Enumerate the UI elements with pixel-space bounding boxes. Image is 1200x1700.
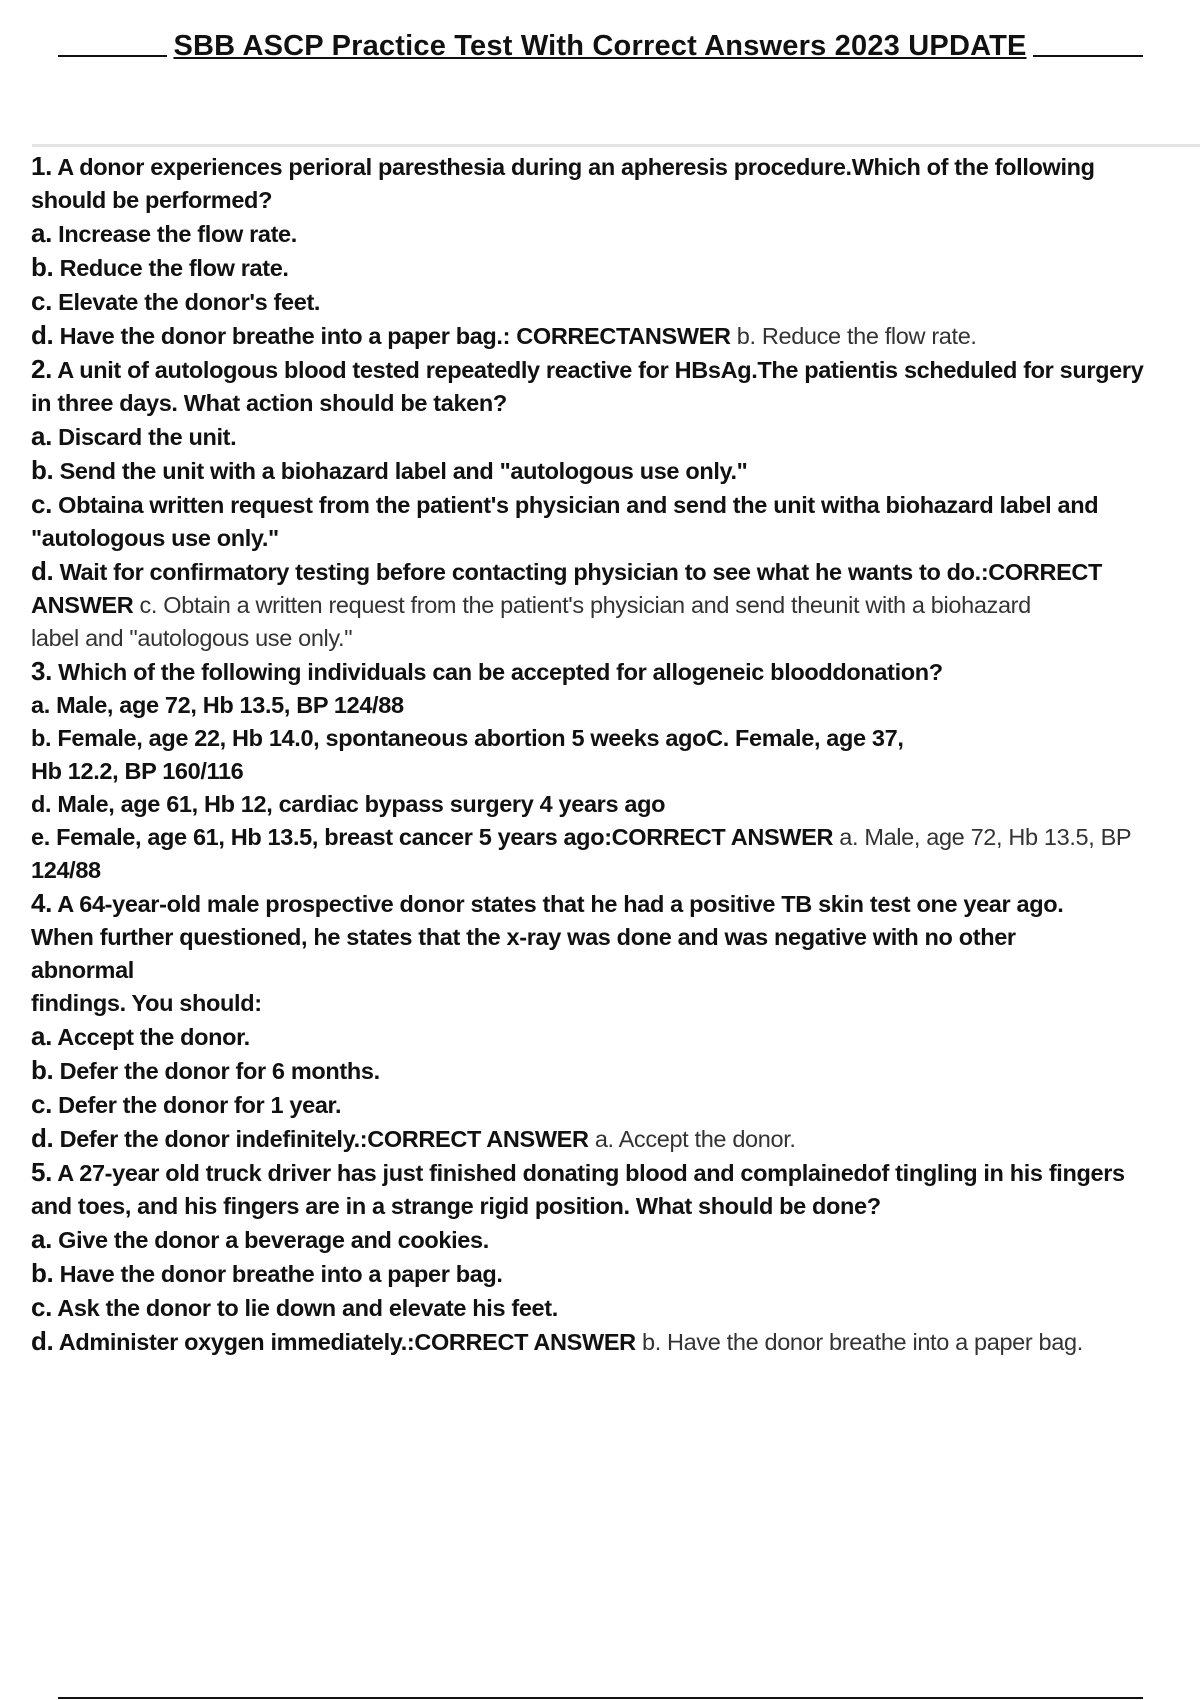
- text-line: [31, 1223, 1200, 1257]
- item-marker: a.: [31, 1224, 52, 1254]
- item-marker: d.: [31, 556, 54, 586]
- line-text: findings. You should:: [31, 990, 262, 1016]
- item-marker: 2.: [31, 354, 52, 384]
- line-text: A 64-year-old male prospective donor states that he had a positive TB skin test one year ago.: [51, 891, 1064, 917]
- line-text: Give the donor a beverage and cookies.: [51, 1227, 489, 1253]
- line-text: abnormal: [31, 957, 134, 983]
- header-separator: [32, 144, 1200, 147]
- line-text: in three days. What action should be taken?: [31, 390, 507, 416]
- line-text: Accept the donor.: [51, 1024, 250, 1050]
- correct-answer-text: c. Obtain a written request from the patient's physician and send theunit with a biohazard: [139, 592, 1031, 618]
- line-text: and toes, and his fingers are in a strange rigid position. What should be done?: [31, 1193, 881, 1219]
- text-line: [31, 689, 1200, 722]
- text-line: [31, 285, 1200, 319]
- line-text: Which of the following individuals can be accepted for allogeneic blooddonation?: [51, 659, 943, 685]
- item-marker: b.: [31, 1055, 54, 1085]
- item-marker: b.: [31, 1258, 54, 1288]
- text-line: [31, 788, 1200, 821]
- line-text: Defer the donor indefinitely.:CORRECT ANSWER: [53, 1126, 589, 1152]
- line-text: Send the unit with a biohazard label and "autologous use only.": [53, 458, 748, 484]
- line-text: A donor experiences perioral paresthesia during an apheresis procedure.Which of the following: [51, 154, 1095, 180]
- text-line: [31, 251, 1200, 285]
- line-text: Elevate the donor's feet.: [51, 289, 321, 315]
- item-marker: c.: [31, 489, 52, 519]
- text-line: [31, 319, 1200, 353]
- line-text: When further questioned, he states that the x-ray was done and was negative with no other: [31, 924, 1016, 950]
- page-title-text: SBB ASCP Practice Test With Correct Answers 2023 UPDATE: [167, 30, 1032, 62]
- text-line: [31, 954, 1200, 987]
- text-line: [31, 387, 1200, 420]
- line-text: Hb 12.2, BP 160/116: [31, 758, 244, 784]
- text-line: [31, 854, 1200, 887]
- text-line: [31, 150, 1200, 184]
- line-text: Have the donor breathe into a paper bag.: CORRECTANSWER: [53, 323, 731, 349]
- text-line: [31, 987, 1200, 1020]
- text-line: [31, 1122, 1200, 1156]
- line-text: Reduce the flow rate.: [53, 255, 289, 281]
- text-line: [31, 722, 1200, 755]
- text-line: [31, 217, 1200, 251]
- bottom-rule: [58, 1697, 1143, 1699]
- item-marker: a.: [31, 218, 52, 248]
- text-line: [31, 454, 1200, 488]
- text-line: [31, 353, 1200, 387]
- text-line: [31, 655, 1200, 689]
- line-text: Ask the donor to lie down and elevate his feet.: [51, 1295, 558, 1321]
- text-line: [31, 755, 1200, 788]
- text-line: [31, 488, 1200, 522]
- text-line: [31, 622, 1200, 655]
- line-text: ANSWER: [31, 592, 134, 618]
- text-line: [31, 589, 1200, 622]
- line-text: "autologous use only.": [31, 525, 279, 551]
- item-marker: d.: [31, 320, 54, 350]
- correct-answer-text: b. Have the donor breathe into a paper bag.: [641, 1329, 1083, 1355]
- text-line: [31, 1054, 1200, 1088]
- item-marker: c.: [31, 1089, 52, 1119]
- page-title: [0, 30, 1200, 63]
- correct-answer-text: a. Accept the donor.: [594, 1126, 796, 1152]
- line-text: b. Female, age 22, Hb 14.0, spontaneous abortion 5 weeks agoC. Female, age 37,: [31, 725, 904, 751]
- text-line: [31, 1156, 1200, 1190]
- item-marker: c.: [31, 286, 52, 316]
- text-line: [31, 522, 1200, 555]
- item-marker: c.: [31, 1292, 52, 1322]
- line-text: 124/88: [31, 857, 101, 883]
- text-line: [31, 1325, 1200, 1359]
- correct-answer-text: label and "autologous use only.": [31, 625, 353, 651]
- text-line: [31, 1257, 1200, 1291]
- correct-answer-text: a. Male, age 72, Hb 13.5, BP: [839, 824, 1132, 850]
- line-text: Administer oxygen immediately.:CORRECT ANSWER: [53, 1329, 636, 1355]
- line-text: e. Female, age 61, Hb 13.5, breast cancer 5 years ago:CORRECT ANSWER: [31, 824, 834, 850]
- line-text: Have the donor breathe into a paper bag.: [53, 1261, 503, 1287]
- item-marker: 4.: [31, 888, 52, 918]
- text-line: [31, 184, 1200, 217]
- line-text: A 27-year old truck driver has just finished donating blood and complainedof tingling in his fingers: [51, 1160, 1125, 1186]
- line-text: should be performed?: [31, 187, 273, 213]
- line-text: a. Male, age 72, Hb 13.5, BP 124/88: [31, 692, 404, 718]
- text-line: [31, 921, 1200, 954]
- text-line: [31, 1190, 1200, 1223]
- line-text: Increase the flow rate.: [51, 221, 297, 247]
- item-marker: a.: [31, 1021, 52, 1051]
- line-text: Obtaina written request from the patient's physician and send the unit witha biohazard label and: [51, 492, 1099, 518]
- line-text: Defer the donor for 1 year.: [51, 1092, 342, 1118]
- text-line: [31, 1020, 1200, 1054]
- line-text: A unit of autologous blood tested repeatedly reactive for HBsAg.The patientis scheduled for surgery: [51, 357, 1144, 383]
- text-line: [31, 420, 1200, 454]
- text-line: [31, 1088, 1200, 1122]
- line-text: d. Male, age 61, Hb 12, cardiac bypass surgery 4 years ago: [31, 791, 666, 817]
- text-line: [31, 1291, 1200, 1325]
- line-text: Wait for confirmatory testing before contacting physician to see what he wants to do.:CORRECT: [53, 559, 1103, 585]
- item-marker: 5.: [31, 1157, 52, 1187]
- question-list: [31, 150, 1200, 1359]
- item-marker: d.: [31, 1326, 54, 1356]
- text-line: [31, 555, 1200, 589]
- item-marker: b.: [31, 252, 54, 282]
- text-line: [31, 821, 1200, 854]
- item-marker: b.: [31, 455, 54, 485]
- text-line: [31, 887, 1200, 921]
- item-marker: d.: [31, 1123, 54, 1153]
- line-text: Defer the donor for 6 months.: [53, 1058, 380, 1084]
- item-marker: a.: [31, 421, 52, 451]
- item-marker: 3.: [31, 656, 52, 686]
- item-marker: 1.: [31, 151, 52, 181]
- line-text: Discard the unit.: [51, 424, 237, 450]
- correct-answer-text: b. Reduce the flow rate.: [736, 323, 977, 349]
